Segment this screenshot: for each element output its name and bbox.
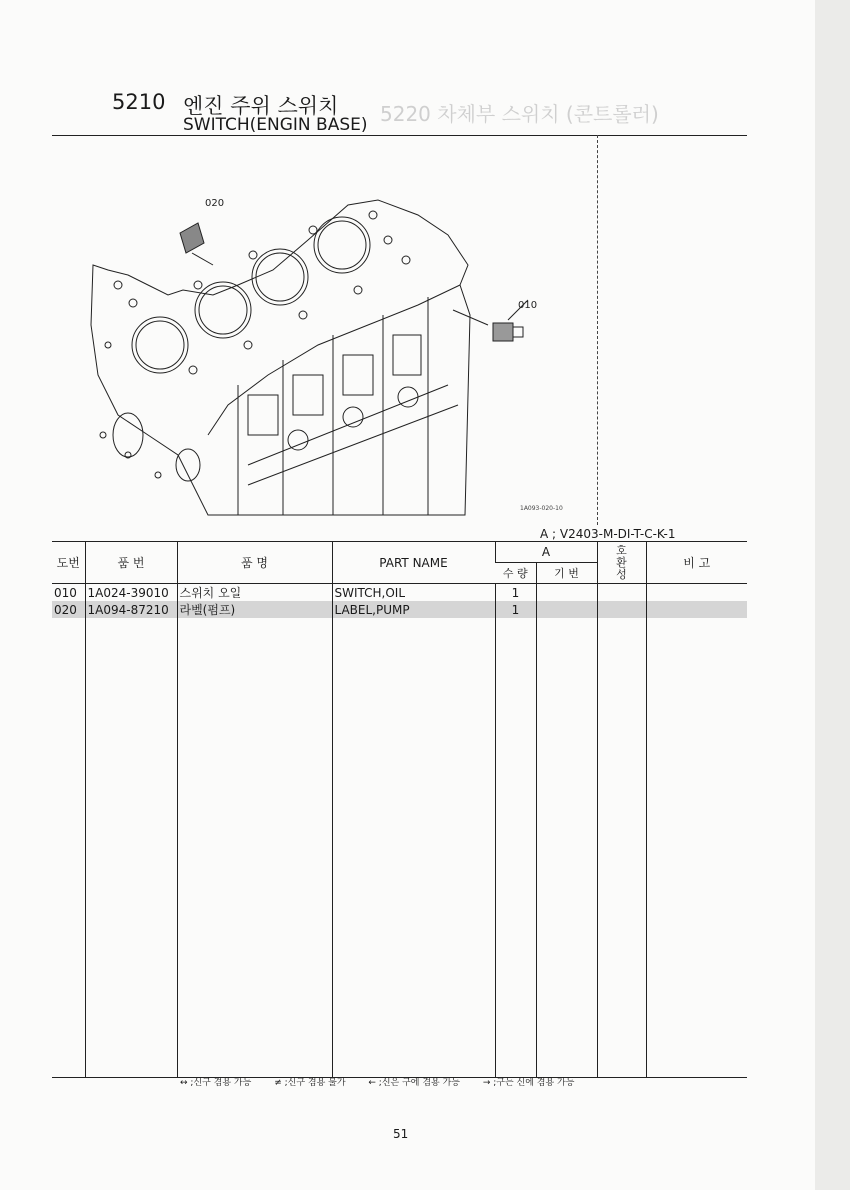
legend-item: ≠ ;신구 겸용 불가: [274, 1078, 346, 1088]
legend-item: ← ;신은 구에 겸용 가능: [368, 1078, 460, 1088]
legend-item: → ;구는 신에 겸용 가능: [482, 1078, 575, 1088]
table-row: [52, 584, 747, 602]
legend-item: ↔ ;신구 겸용 가능: [180, 1078, 252, 1088]
header-qty: 수 량: [495, 563, 536, 584]
row-name-ko: 라벨(펌프): [177, 601, 332, 618]
parts-table: [52, 541, 747, 1078]
interchange-legend: [180, 1075, 594, 1088]
header-ref-no: 도번: [52, 542, 85, 584]
header-interchange: 호 환 성: [597, 542, 646, 584]
page-number: 51: [393, 1127, 409, 1141]
row-ref: 010: [54, 585, 77, 600]
table-row: [52, 601, 747, 618]
figure-id: 1A093-020-10: [520, 505, 563, 512]
table-empty-area: [52, 618, 747, 1078]
header-part-name: PART NAME: [332, 542, 495, 584]
callout-020: 020: [205, 198, 225, 209]
header-rule: [52, 135, 747, 136]
row-qty: 1: [495, 601, 536, 618]
page-shadow: [815, 0, 850, 1190]
header-group-a: A: [495, 542, 597, 563]
header-machine-no: 기 번: [536, 563, 597, 584]
row-remarks: [646, 584, 747, 602]
model-note: A ; V2403-M-DI-T-C-K-1: [540, 527, 676, 541]
row-machine-no: [536, 601, 597, 618]
section-title-ko: 엔진 주위 스위치: [183, 94, 339, 118]
row-name-ko: 스위치 오일: [177, 584, 332, 602]
row-machine-no: [536, 584, 597, 602]
callout-010: 010: [518, 300, 538, 311]
row-part-no: 1A094-87210: [85, 601, 177, 618]
row-part-no: 1A024-39010: [85, 584, 177, 602]
row-interchange: [597, 584, 646, 602]
header-remarks: 비 고: [646, 542, 747, 584]
row-part-name: LABEL,PUMP: [332, 601, 495, 618]
section-code: 5210: [112, 90, 166, 114]
row-remarks: [646, 601, 747, 618]
section-title-en: SWITCH(ENGIN BASE): [183, 115, 368, 135]
header-part-no: 품 번: [85, 542, 177, 584]
bleed-through-text: 5220 차체부 스위치 (콘트롤러): [380, 102, 659, 126]
row-qty: 1: [495, 584, 536, 602]
header-name-ko: 품 명: [177, 542, 332, 584]
row-ref: 020: [52, 601, 85, 618]
row-part-name: SWITCH,OIL: [332, 584, 495, 602]
engine-block-diagram: [88, 185, 608, 520]
row-interchange: [597, 601, 646, 618]
